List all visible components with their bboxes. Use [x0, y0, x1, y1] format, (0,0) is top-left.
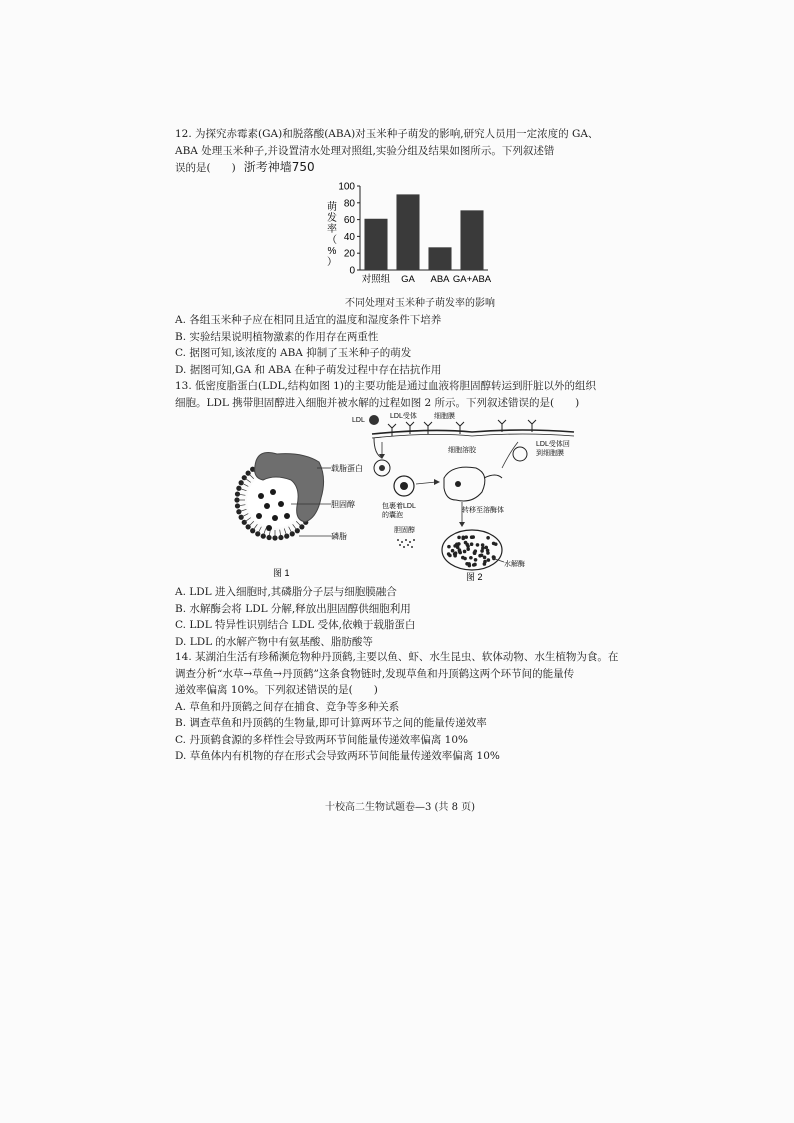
label-receptor-return-line1: LDL受体回: [536, 441, 570, 448]
q14-stem-line2: 调查分析“水草→草鱼→丹顶鹤”这条食物链时,发现草鱼和丹顶鹤这两个环节间的能量传: [175, 667, 575, 680]
q14-option-b: B. 调查草鱼和丹顶鹤的生物量,即可计算两环节之间的能量传递效率: [175, 717, 487, 729]
x-tick-label: GA+ABA: [452, 274, 492, 285]
ldl-uptake-svg: [352, 408, 582, 583]
bar-0: [364, 219, 387, 270]
label-vesicle-line1: 包裹着LDL: [382, 503, 416, 510]
y-tick-label: 80: [343, 198, 355, 210]
question-12: [175, 126, 645, 177]
q13-option-a: A. LDL 进入细胞时,其磷脂分子层与细胞膜融合: [175, 586, 397, 598]
label-cytoplasm: 细胞溶胶: [448, 447, 476, 454]
cell-membrane: [372, 430, 574, 434]
label-hydrolase: 水解酶: [504, 561, 525, 568]
y-tick-label: 20: [343, 248, 355, 260]
bar-chart-svg: [318, 180, 498, 310]
q12-option-c: C. 据图可知,该浓度的 ABA 抑制了玉米种子的萌发: [175, 347, 412, 359]
q12-options: [175, 312, 645, 378]
q14-option-d: D. 草鱼体内有机物的存在形式会导致两环节间能量传递效率偏离 10%: [175, 750, 500, 762]
question-13: [175, 378, 645, 411]
q14-stem-line3: 递效率偏离 10%。下列叙述错误的是( ): [175, 684, 378, 696]
x-tick-label: 对照组: [361, 274, 391, 285]
bar-3: [460, 210, 483, 270]
label-ldl-receptor: LDL受体: [390, 413, 417, 420]
q12-stem-line1: 12. 为探究赤霉素(GA)和脱落酸(ABA)对玉米种子萌发的影响,研究人员用一定浓度的 GA、: [175, 128, 599, 140]
q14-option-a: A. 草鱼和丹顶鹤之间存在捕食、竞争等多种关系: [175, 700, 400, 713]
bar-1: [396, 194, 419, 270]
q13-option-b: B. 水解酶会将 LDL 分解,释放出胆固醇供细胞利用: [175, 602, 411, 615]
figure-2-ldl-uptake: [352, 408, 582, 583]
y-axis-label: 萌发率（%）: [327, 202, 337, 268]
label-cell-membrane: 细胞膜: [434, 413, 455, 420]
label-ldl: LDL: [352, 417, 365, 424]
q13-option-d: D. LDL 的水解产物中有氨基酸、脂肪酸等: [175, 635, 373, 648]
q12-stem-line3: 误的是( ) 浙考神墙750: [175, 160, 315, 174]
endosome: [444, 467, 485, 501]
germination-bar-chart: [318, 180, 498, 310]
q12-stem-line2: ABA 处理玉米种子,并设置清水处理对照组,实验分组及结果如图所示。下列叙述错: [175, 144, 555, 157]
y-tick-label: 0: [349, 265, 355, 277]
q12-option-d: D. 据图可知,GA 和 ABA 在种子萌发过程中存在拮抗作用: [175, 363, 442, 376]
q13-options: [175, 584, 645, 650]
ldl-receptors: [388, 420, 536, 436]
y-tick-label: 60: [343, 215, 355, 227]
x-tick-label: GA: [401, 274, 415, 285]
label-free-cholesterol: 胆固醇: [394, 527, 415, 534]
label-phospholipid: 磷脂: [331, 532, 347, 541]
watermark-stamp: 浙考神墙750: [243, 160, 315, 174]
label-lysosome-transfer: 转移至溶酶体: [462, 507, 504, 514]
q14-option-c: C. 丹顶鹤食源的多样性会导致两环节间能量传递效率偏离 10%: [175, 733, 469, 746]
ldl-particle: [369, 415, 379, 425]
y-tick-label: 40: [343, 231, 355, 243]
label-apolipoprotein: 载脂蛋白: [331, 464, 363, 473]
q13-stem-line2: 细胞。LDL 携带胆固醇进入细胞并被水解的过程如图 2 所示。下列叙述错误的是( ): [175, 396, 580, 409]
page-footer: 十校高二生物试题卷—3 (共 8 页): [324, 802, 476, 813]
figure-1-ldl-structure: [225, 418, 365, 583]
figure-2-caption: 图 2: [466, 572, 483, 582]
label-cholesterol: 胆固醇: [331, 500, 355, 509]
chart-caption: 不同处理对玉米种子萌发率的影响: [345, 298, 495, 309]
label-receptor-return-line2: 到细胞膜: [536, 450, 564, 457]
label-vesicle-line2: 的囊泡: [382, 512, 403, 519]
x-tick-label: ABA: [430, 274, 450, 285]
q13-option-c: C. LDL 特异性识别结合 LDL 受体,依赖于载脂蛋白: [175, 619, 416, 631]
figure-1-caption: 图 1: [273, 568, 290, 578]
q14-stem-line1: 14. 某湖泊生活有珍稀濒危物种丹顶鹤,主要以鱼、虾、水生昆虫、软体动物、水生植物为食。在: [175, 651, 619, 663]
q13-stem-line1: 13. 低密度脂蛋白(LDL,结构如图 1)的主要功能是通过血液将胆固醇转运到肝脏以外的组织: [175, 380, 596, 392]
ldl-structure-svg: [225, 418, 365, 583]
bar-2: [428, 247, 451, 270]
free-cholesterol-dots: [397, 539, 415, 548]
y-tick-label: 100: [338, 181, 355, 193]
question-14: [175, 649, 645, 765]
q12-option-a: A. 各组玉米种子应在相同且适宜的温度和湿度条件下培养: [175, 314, 442, 326]
q12-option-b: B. 实验结果说明植物激素的作用存在两重性: [175, 330, 379, 343]
recycling-vesicle: [513, 447, 527, 461]
